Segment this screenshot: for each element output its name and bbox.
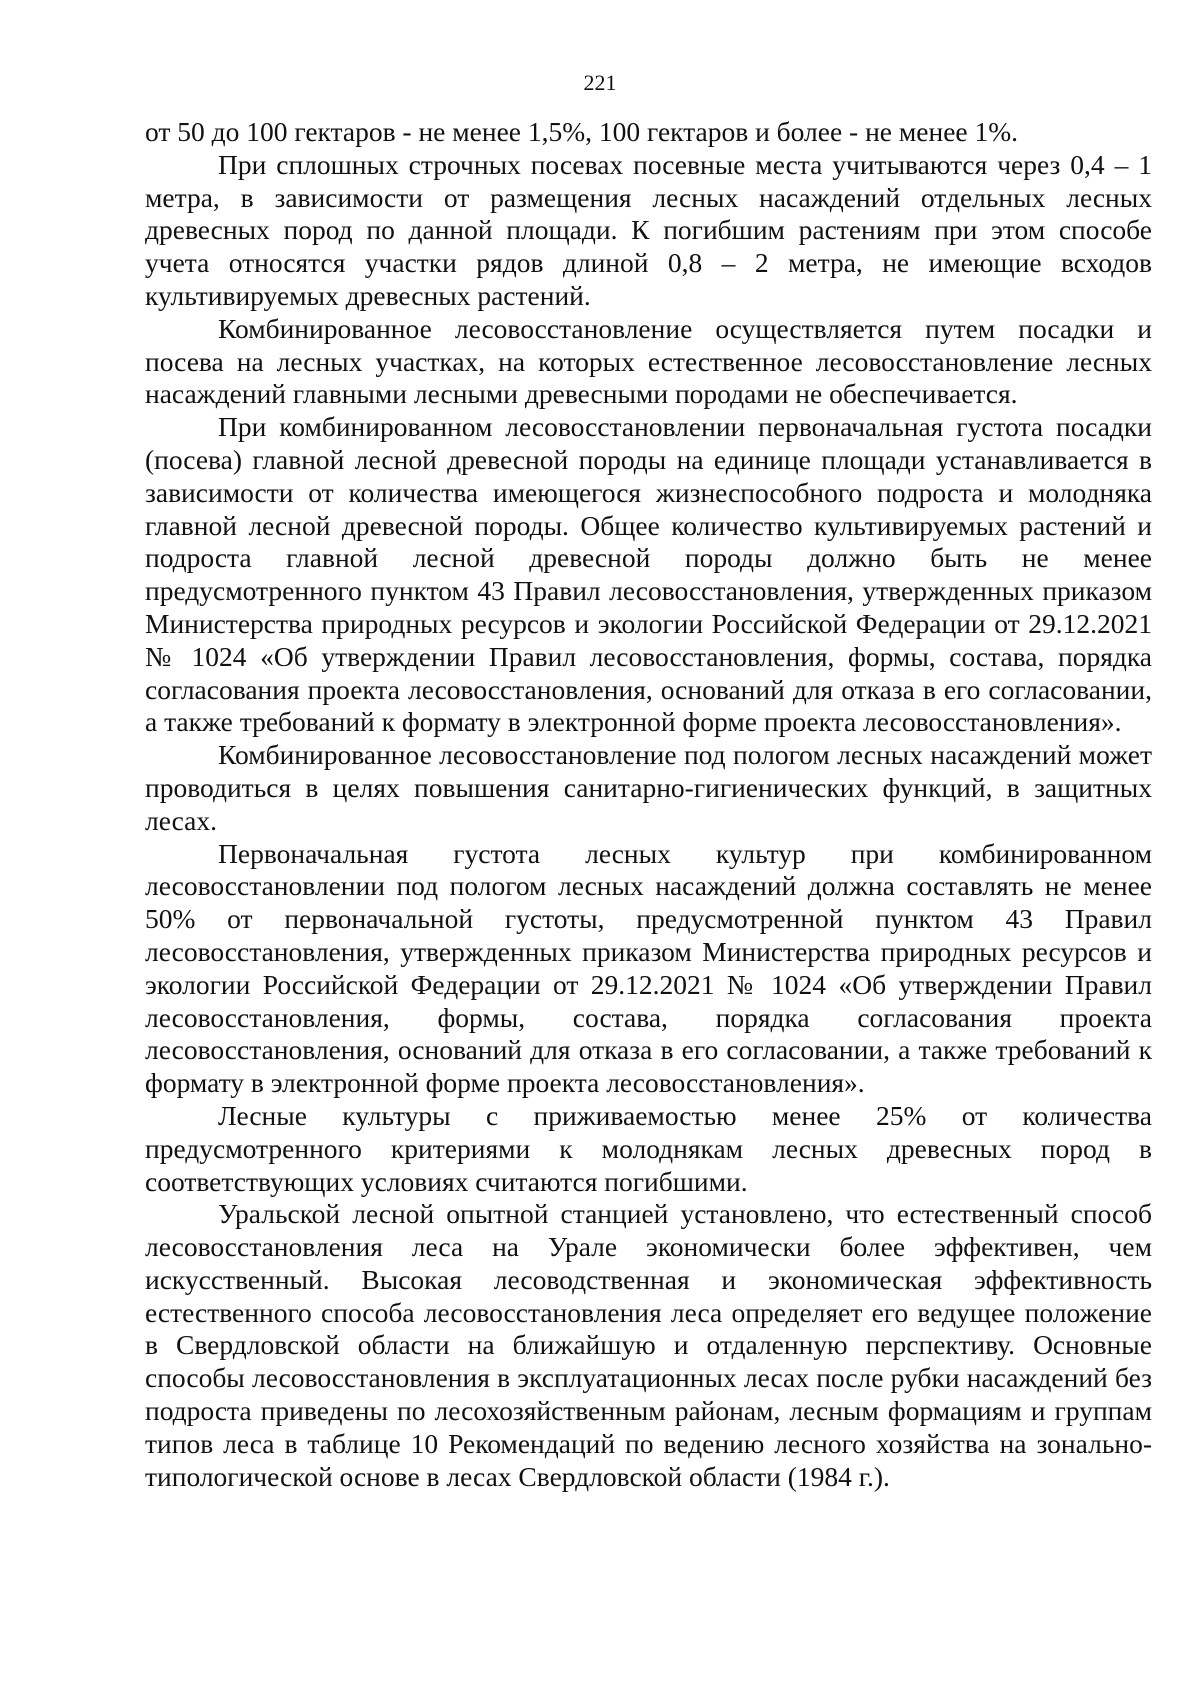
- paragraph-canopy-density: Первоначальная густота лесных культур при комбинированном лесовосстановлении под пологом лесных насаждений должна составлять не менее 50% от первоначальной густоты, предусмотренной пунктом 43 Правил лесовосстановления, утвержденных приказом Министерства природных ресурсов и экологии Российской Федерации от 29.12.2021 № 1024 «Об утверждении Правил лесовосстановления, формы, состава, порядка согласования проекта лесовосстановления, оснований для отказа в его согласовании, а также требований к формату в электронной форме проекта лесовосстановления».: [145, 837, 1152, 1099]
- paragraph-initial-density: При комбинированном лесовосстановлении первоначальная густота посадки (посева) главной лесной древесной породы на единице площади устанавливается в зависимости от количества имеющегося жизнеспособного подроста и молодняка главной лесной древесной породы. Общее количество культивируемых растений и подроста главной лесной древесной породы должно быть не менее предусмотренного пунктом 43 Правил лесовосстановления, утвержденных приказом Министерства природных ресурсов и экологии Российской Федерации от 29.12.2021 № 1024 «Об утверждении Правил лесовосстановления, формы, состава, порядка согласования проекта лесовосстановления, оснований для отказа в его согласовании, а также требований к формату в электронной форме проекта лесовосстановления».: [145, 411, 1152, 738]
- document-body: [145, 116, 1152, 1493]
- paragraph-under-canopy: Комбинированное лесовосстановление под пологом лесных насаждений может проводиться в целях повышения санитарно-гигиенических функций, в защитных лесах.: [145, 739, 1152, 836]
- page-number: 221: [583, 70, 617, 95]
- paragraph-ural-station: Уральской лесной опытной станцией установлено, что естественный способ лесовосстановления леса на Урале экономически более эффективен, чем искусственный. Высокая лесоводственная и экономическая эффективность естественного способа лесовосстановления леса определяет его ведущее положение в Свердловской области на ближайшую и отдаленную перспективу. Основные способы лесовосстановления в эксплуатационных лесах после рубки насаждений без подроста приведены по лесохозяйственным районам, лесным формациям и группам типов леса в таблице 10 Рекомендаций по ведению лесного хозяйства на зонально-типологической основе в лесах Свердловской области (1984 г.).: [145, 1198, 1152, 1492]
- paragraph-survival-rate: Лесные культуры с приживаемостью менее 25% от количества предусмотренного критериями к молоднякам лесных древесных пород в соответствующих условиях считаются погибшими.: [145, 1099, 1152, 1197]
- paragraph-sowing-accounting: При сплошных строчных посевах посевные места учитываются через 0,4 – 1 метра, в зависимости от размещения лесных насаждений отдельных лесных древесных пород по данной площади. К погибшим растениям при этом способе учета относятся участки рядов длиной 0,8 – 2 метра, не имеющие всходов культивируемых древесных растений.: [145, 148, 1152, 311]
- paragraph-continuation: от 50 до 100 гектаров - не менее 1,5%, 100 гектаров и более - не менее 1%.: [145, 116, 1019, 147]
- paragraph-combined-reforestation: Комбинированное лесовосстановление осуществляется путем посадки и посева на лесных участках, на которых естественное лесовосстановление лесных насаждений главными лесными древесными породами не обеспечивается.: [145, 312, 1152, 410]
